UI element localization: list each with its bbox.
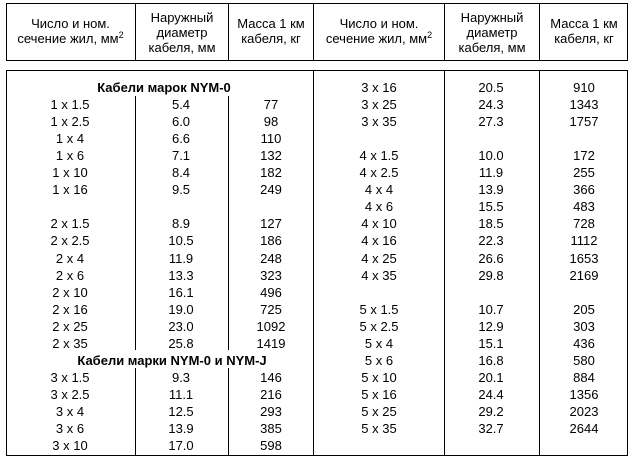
table-cell: 8.9 — [171, 216, 191, 232]
section-heading: Кабели марок NYM-0 — [97, 80, 231, 95]
table-cell: 182 — [260, 165, 282, 181]
table-cell: 3 x 25 — [361, 97, 397, 113]
table-cell: 3 x 4 — [55, 403, 85, 419]
table-cell: 1 x 6 — [55, 148, 85, 164]
table-cell: 4 x 2.5 — [359, 165, 399, 181]
table-cell: 1 x 10 — [52, 165, 88, 181]
table-cell: 29.8 — [478, 267, 504, 283]
table-cell: 5 x 25 — [361, 403, 397, 419]
table-cell: 255 — [573, 165, 595, 181]
table-cell: 98 — [263, 114, 279, 130]
table-cell: 366 — [573, 182, 595, 198]
table-cell: 16.1 — [168, 284, 194, 300]
table-cell: 12.5 — [168, 403, 194, 419]
table-cell: 323 — [260, 267, 282, 283]
table-cell: 303 — [573, 318, 595, 334]
table-cell: 15.5 — [478, 199, 504, 215]
table-cell: 172 — [573, 148, 595, 164]
table-cell: 205 — [573, 301, 595, 317]
table-cell: 11.9 — [168, 250, 194, 266]
table-cell: 5 x 6 — [364, 352, 394, 368]
header-diameter-right: Наружный диаметр кабеля, мм — [458, 10, 526, 55]
table-cell: 1112 — [570, 233, 598, 249]
table-cell: 10.7 — [478, 301, 504, 317]
table-cell: 29.2 — [478, 403, 504, 419]
table-cell: 5 x 16 — [361, 386, 397, 402]
table-cell: 13.3 — [168, 267, 194, 283]
table-cell: 132 — [260, 148, 282, 164]
table-cell: 13.9 — [478, 182, 504, 198]
table-body — [6, 70, 628, 456]
table-cell: 3 x 6 — [55, 421, 85, 436]
table-cell: 6.0 — [171, 114, 191, 130]
table-cell: 1 x 2.5 — [50, 114, 90, 130]
table-cell: 13.9 — [168, 421, 194, 436]
column-divider — [228, 96, 229, 350]
table-cell: 26.6 — [478, 250, 504, 266]
table-cell: 4 x 4 — [364, 182, 394, 198]
table-cell: 483 — [573, 199, 595, 215]
table-cell: 17.0 — [168, 438, 194, 454]
table-cell: 598 — [260, 438, 282, 454]
table-cell: 728 — [573, 216, 595, 232]
table-cell: 9.3 — [171, 369, 191, 385]
table-cell: 10.0 — [478, 148, 504, 164]
table-cell: 18.5 — [478, 216, 504, 232]
table-cell: 4 x 1.5 — [359, 148, 399, 164]
table-cell: 27.3 — [478, 114, 504, 130]
table-cell: 884 — [573, 369, 595, 385]
table-cell: 1653 — [569, 250, 599, 266]
table-cell: 4 x 35 — [361, 267, 397, 283]
column-divider — [444, 70, 445, 456]
table-cell: 20.1 — [478, 369, 504, 385]
header-cores-right: Число и ном. сечение жил, $мм^2$ — [325, 16, 433, 46]
table-cell: 7.1 — [171, 148, 191, 164]
column-divider — [228, 368, 229, 456]
table-cell: 293 — [260, 403, 282, 419]
table-cell: 1757 — [569, 114, 599, 130]
table-cell: 10.5 — [168, 233, 194, 249]
table-cell: 249 — [260, 182, 282, 198]
table-cell: 20.5 — [478, 80, 504, 95]
table-cell: 12.9 — [478, 318, 504, 334]
table-cell: 4 x 6 — [364, 199, 394, 215]
table-cell: 3 x 2.5 — [50, 386, 90, 402]
table-cell: 5 x 35 — [361, 421, 397, 436]
table-cell: 25.8 — [168, 335, 194, 351]
table-cell: 110 — [260, 131, 282, 147]
header-diameter-left: Наружный диаметр кабеля, мм — [148, 10, 216, 55]
table-cell: 1 x 4 — [55, 131, 85, 147]
column-divider — [135, 96, 136, 350]
table-cell: 2 x 4 — [55, 250, 85, 266]
table-cell: 2644 — [569, 421, 599, 436]
header-cores-left: Число и ном. сечение жил, $мм^2$ — [17, 16, 124, 46]
column-divider — [135, 368, 136, 456]
table-cell: 5.4 — [171, 97, 191, 113]
table-cell: 1092 — [256, 318, 286, 334]
table-cell: 11.9 — [478, 165, 504, 181]
table-cell: 24.3 — [478, 97, 504, 113]
table-cell: 11.1 — [168, 386, 194, 402]
table-cell: 19.0 — [168, 301, 194, 317]
table-cell: 496 — [260, 284, 282, 300]
table-cell: 2 x 1.5 — [50, 216, 90, 232]
table-cell: 725 — [260, 301, 282, 317]
table-cell: 5 x 1.5 — [359, 301, 399, 317]
table-cell: 6.6 — [171, 131, 191, 147]
table-cell: 77 — [263, 97, 279, 113]
table-cell: 5 x 4 — [364, 335, 394, 351]
table-cell: 3 x 16 — [361, 80, 397, 95]
table-cell: 2 x 25 — [52, 318, 88, 334]
table-cell: 24.4 — [478, 386, 504, 402]
table-cell: 4 x 16 — [361, 233, 397, 249]
table-cell: 580 — [573, 352, 595, 368]
table-cell: 186 — [260, 233, 282, 249]
table-cell: 3 x 10 — [52, 438, 88, 454]
table-cell: 910 — [573, 80, 595, 95]
table-cell: 5 x 2.5 — [359, 318, 399, 334]
table-cell: 2 x 10 — [52, 284, 88, 300]
table-cell: 1419 — [256, 335, 286, 351]
table-cell: 2 x 6 — [55, 267, 85, 283]
table-cell: 1 x 16 — [52, 182, 88, 198]
table-cell: 2 x 35 — [52, 335, 88, 351]
header-mass-right: Масса 1 км кабеля, кг — [550, 16, 618, 46]
table-cell: 1 x 1.5 — [50, 97, 90, 113]
table-cell: 5 x 10 — [361, 369, 397, 385]
table-cell: 32.7 — [478, 421, 504, 436]
table-cell: 23.0 — [168, 318, 194, 334]
column-divider — [539, 70, 540, 456]
table-cell: 436 — [573, 335, 595, 351]
table-cell: 385 — [260, 421, 282, 436]
table-cell: 3 x 1.5 — [50, 369, 90, 385]
table-cell: 3 x 35 — [361, 114, 397, 130]
table-cell: 4 x 10 — [361, 216, 397, 232]
header-mass-left: Масса 1 км кабеля, кг — [237, 16, 305, 46]
table-cell: 8.4 — [171, 165, 191, 181]
table-cell: 146 — [260, 369, 282, 385]
table-cell: 22.3 — [478, 233, 504, 249]
table-cell: 15.1 — [478, 335, 504, 351]
table-cell: 127 — [260, 216, 282, 232]
table-cell: 2169 — [569, 267, 599, 283]
table-cell: 2 x 16 — [52, 301, 88, 317]
table-cell: 1343 — [569, 97, 599, 113]
center-divider — [313, 70, 314, 456]
table-cell: 1356 — [569, 386, 599, 402]
table-cell: 216 — [260, 386, 282, 402]
table-cell: 2023 — [569, 403, 599, 419]
table-cell: 2 x 2.5 — [50, 233, 90, 249]
table-cell: 9.5 — [171, 182, 191, 198]
table-cell: 16.8 — [478, 352, 504, 368]
table-cell: 4 x 25 — [361, 250, 397, 266]
section-heading: Кабели марки NYM-0 и NYM-J — [77, 352, 267, 368]
table-cell: 248 — [260, 250, 282, 266]
